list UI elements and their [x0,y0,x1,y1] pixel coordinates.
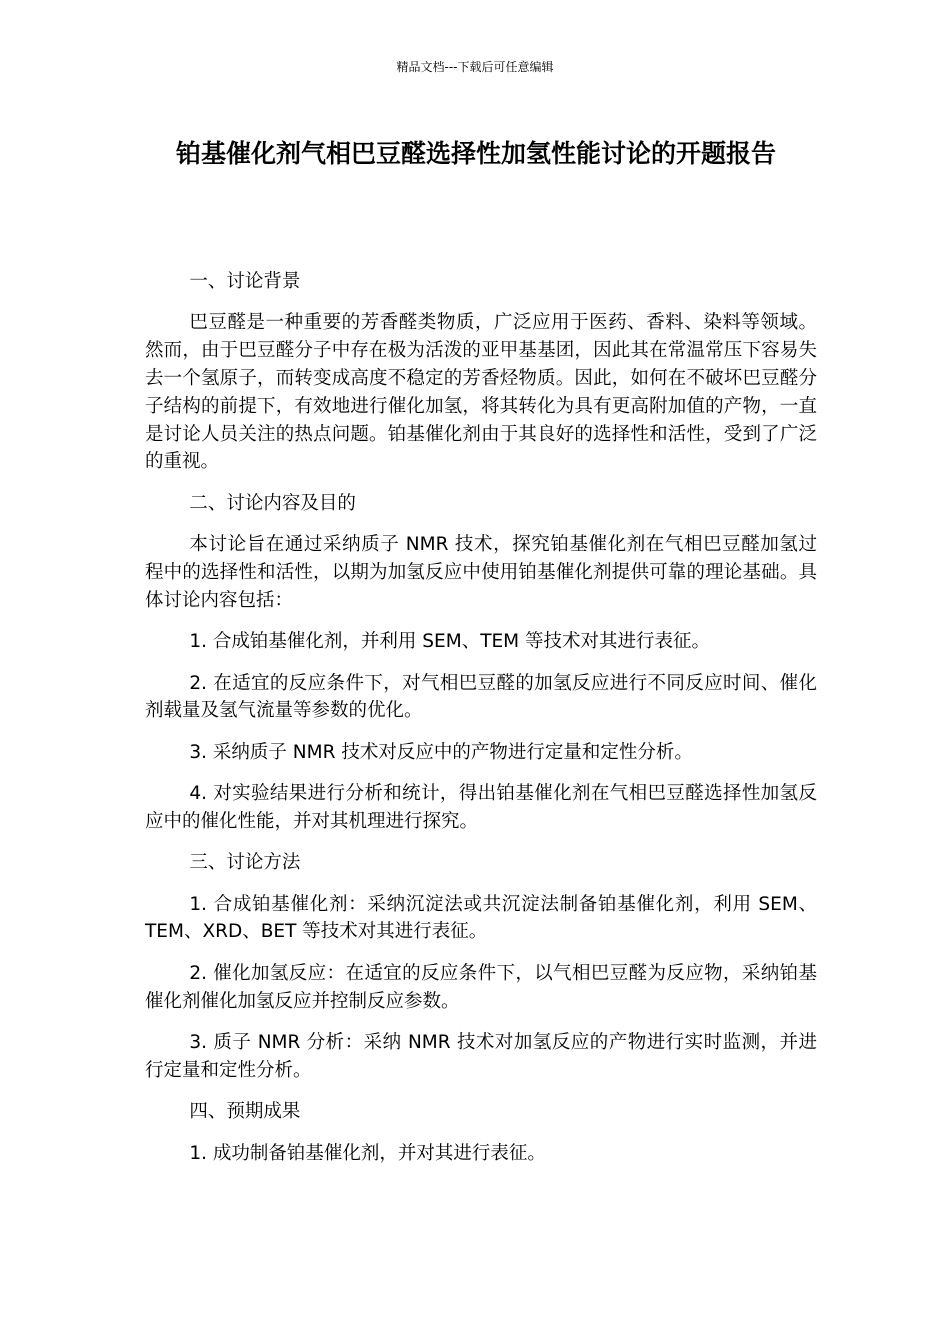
list-item-result-1: 1. 成功制备铂基催化剂，并对其进行表征。 [189,1142,546,1164]
document-body [145,268,817,1181]
section-heading-content: 二、讨论内容及目的 [189,492,356,514]
list-item-content-4: 4. 对实验结果进行分析和统计，得出铂基催化剂在气相巴豆醛选择性加氢反应中的催化性能，并对其机理进行探究。 [145,783,817,832]
list-item-content-3: 3. 采纳质子 NMR 技术对反应中的产物进行定量和定性分析。 [189,741,693,763]
page-header: 精品文档---下载后可任意编辑 [396,60,554,74]
list-item-method-1: 1. 合成铂基催化剂：采纳沉淀法或共沉淀法制备铂基催化剂，利用 SEM、TEM、XRD、BET 等技术对其进行表征。 [145,893,817,943]
section-heading-methods: 三、讨论方法 [189,852,301,874]
list-item-content-1: 1. 合成铂基催化剂，并利用 SEM、TEM 等技术对其进行表征。 [189,631,711,653]
section-heading-background: 一、讨论背景 [189,271,301,292]
list-item-content-2: 2. 在适宜的反应条件下，对气相巴豆醛的加氢反应进行不同反应时间、催化剂载量及氢气流量等参数的优化。 [145,672,817,722]
list-item-method-3: 3. 质子 NMR 分析：采纳 NMR 技术对加氢反应的产物进行实时监测，并进行定量和定性分析。 [145,1032,817,1081]
paragraph-background: 巴豆醛是一种重要的芳香醛类物质，广泛应用于医药、香料、染料等领域。然而，由于巴豆醛分子中存在极为活泼的亚甲基基团，因此其在常温常压下容易失去一个氢原子，而转变成高度不稳定的芳香烃物质。因此，如何在不破坏巴豆醛分子结构的前提下，有效地进行催化加氢，将其转化为具有更高附加值的产物，一直是讨论人员关注的热点问题。铂基催化剂由于其良好的选择性和活性，受到了广泛的重视。 [145,312,817,473]
list-item-method-2: 2. 催化加氢反应：在适宜的反应条件下，以气相巴豆醛为反应物，采纳铂基催化剂催化加氢反应并控制反应参数。 [145,962,817,1012]
document-title: 铂基催化剂气相巴豆醛选择性加氢性能讨论的开题报告 [175,139,776,168]
section-heading-results: 四、预期成果 [189,1101,301,1123]
paragraph-content-intro: 本讨论旨在通过采纳质子 NMR 技术，探究铂基催化剂在气相巴豆醛加氢过程中的选择性和活性，以期为加氢反应中使用铂基催化剂提供可靠的理论基础。具体讨论内容包括： [145,534,817,611]
